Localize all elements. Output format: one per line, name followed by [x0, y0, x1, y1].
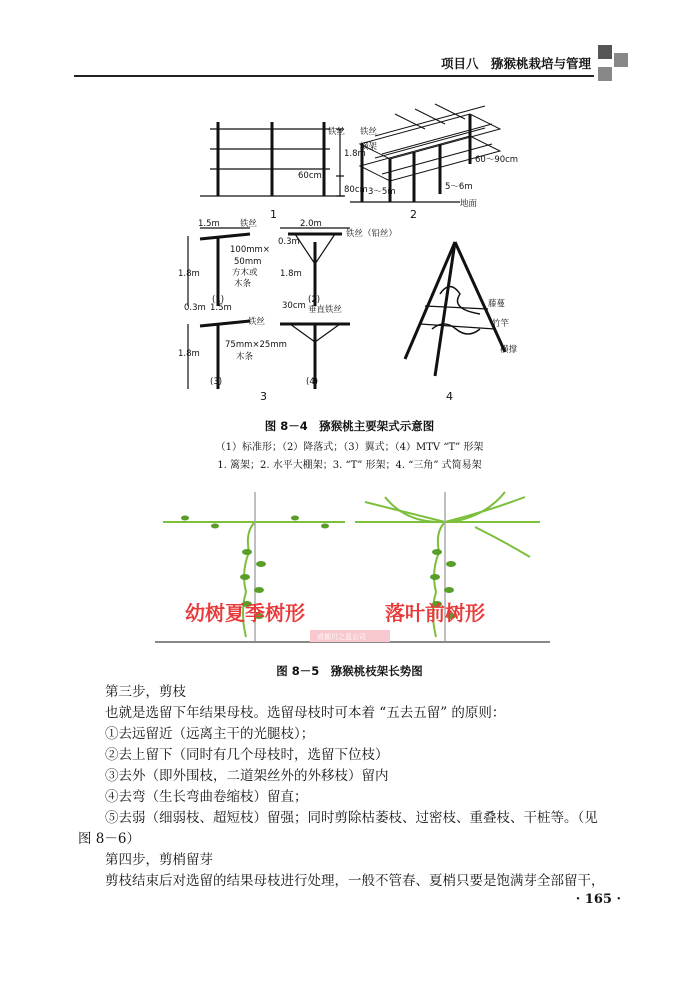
label-2-0m: 2.0m — [300, 219, 322, 229]
label-1-8m-3c: 1.8m — [178, 349, 200, 359]
label-tiesi-2: 铁丝 — [360, 127, 378, 137]
label-1-8m-3a: 1.8m — [178, 269, 200, 279]
label-sub-4: (4) — [306, 377, 319, 387]
body-line-8: 图 8－6） — [78, 831, 140, 847]
figure-8-4-caption: 图 8－4 猕猴桃主要架式示意图 — [264, 419, 435, 433]
label-tiesi-3: 铁丝 — [240, 219, 258, 229]
page-number: · 165 · — [575, 892, 621, 907]
label-dimian: 地面 — [460, 199, 478, 209]
label-sub-1: (1) — [212, 295, 225, 305]
corner-mark — [598, 45, 628, 81]
label-mu-fang: 方木或 — [232, 268, 258, 278]
body-line-6: ④去弯（生长弯曲卷缩枝）留直； — [105, 789, 308, 805]
label-num-4: 4 — [446, 390, 453, 403]
label-tiesi-qiansi: 铁丝（铅丝） — [346, 229, 398, 239]
figure-8-5-caption: 图 8－5 猕猴桃枝架长势图 — [276, 664, 423, 678]
label-chuizhi: 垂直铁丝 — [308, 305, 343, 315]
body-line-7: ⑤去弱（细弱枝、超短枝）留强；同时剪除枯萎枝、过密枝、重叠枝、干桩等。（见 — [105, 810, 598, 826]
label-mu-100: 100mm× — [230, 245, 270, 255]
label-mu-tiao: 木条 — [234, 279, 252, 289]
label-mu-75: 75mm×25mm — [225, 340, 287, 350]
label-num-1: 1 — [270, 208, 277, 221]
label-tiesi-4: 铁丝 — [248, 317, 266, 327]
body-line-5: ③去外（即外围枝，二道架丝外的外移枝）留内 — [105, 768, 389, 784]
label-1-8m: 1.8m — [344, 149, 366, 159]
label-80cm: 80cm — [344, 185, 368, 195]
body-line-3: ①去远留近（远离主干的光腿枝）； — [105, 726, 315, 742]
label-sub-2: (2) — [308, 295, 321, 305]
figure-8-5 — [155, 482, 550, 652]
label-60cm: 60cm — [298, 171, 322, 181]
label-mu-tiao2: 木条 — [236, 352, 254, 362]
label-num-2: 2 — [410, 208, 417, 221]
label-tiesi: 铁丝 — [328, 127, 346, 137]
label-60-90cm: 60～90cm — [475, 155, 519, 165]
label-5-6m: 5～6m — [445, 182, 473, 192]
label-1-8m-3b: 1.8m — [280, 269, 302, 279]
body-line-1: 第三步，剪枝 — [105, 684, 186, 700]
body-line-2: 也就是选留下年结果母枝。选留母枝时可本着 “五去五留” 的原则： — [105, 705, 506, 721]
label-zhugan: 竹竿 — [492, 319, 510, 329]
label-sub-3: (3) — [210, 377, 223, 387]
label-30cm: 30cm — [282, 301, 306, 311]
label-hengjia: 横架 — [360, 142, 378, 152]
label-1-5m: 1.5m — [198, 219, 220, 229]
body-line-10: 剪枝结束后对选留的结果母枝进行处理，一般不管春、夏梢只要是饱满芽全部留干， — [105, 873, 605, 889]
label-num-3: 3 — [260, 390, 267, 403]
header-rule — [74, 75, 594, 77]
label-0-3m-b: 0.3m — [184, 303, 206, 313]
figure-8-4-subcaption-1: （1）标准形；（2）降落式；（3）翼式；（4）MTV “T” 形架 — [215, 442, 484, 453]
body-line-9: 第四步，剪梢留芽 — [105, 852, 213, 868]
label-3-5m: 3～5m — [368, 187, 396, 197]
label-1-5m-b: 1.5m — [210, 303, 232, 313]
body-line-4: ②去上留下（同时有几个母枝时，选留下位枝） — [105, 747, 389, 763]
label-tengman: 藤蔓 — [488, 299, 506, 309]
figure-8-4-subcaption-2: 1. 篱架；2. 水平大棚架；3. “T” 形架；4. “三角” 式简易架 — [217, 460, 482, 471]
label-mu-50: 50mm — [234, 257, 262, 267]
figure-8-5-watermark: 成都川之蓝公司 — [317, 633, 366, 641]
label-hengcheng: 横撑 — [500, 345, 518, 355]
figure-8-5-right-label: 落叶前树形 — [385, 601, 485, 625]
figure-8-4 — [170, 94, 550, 404]
label-0-3m: 0.3m — [278, 237, 300, 247]
running-header: 项目八 猕猴桃栽培与管理 — [440, 56, 591, 71]
figure-8-5-left-label: 幼树夏季树形 — [185, 601, 305, 625]
